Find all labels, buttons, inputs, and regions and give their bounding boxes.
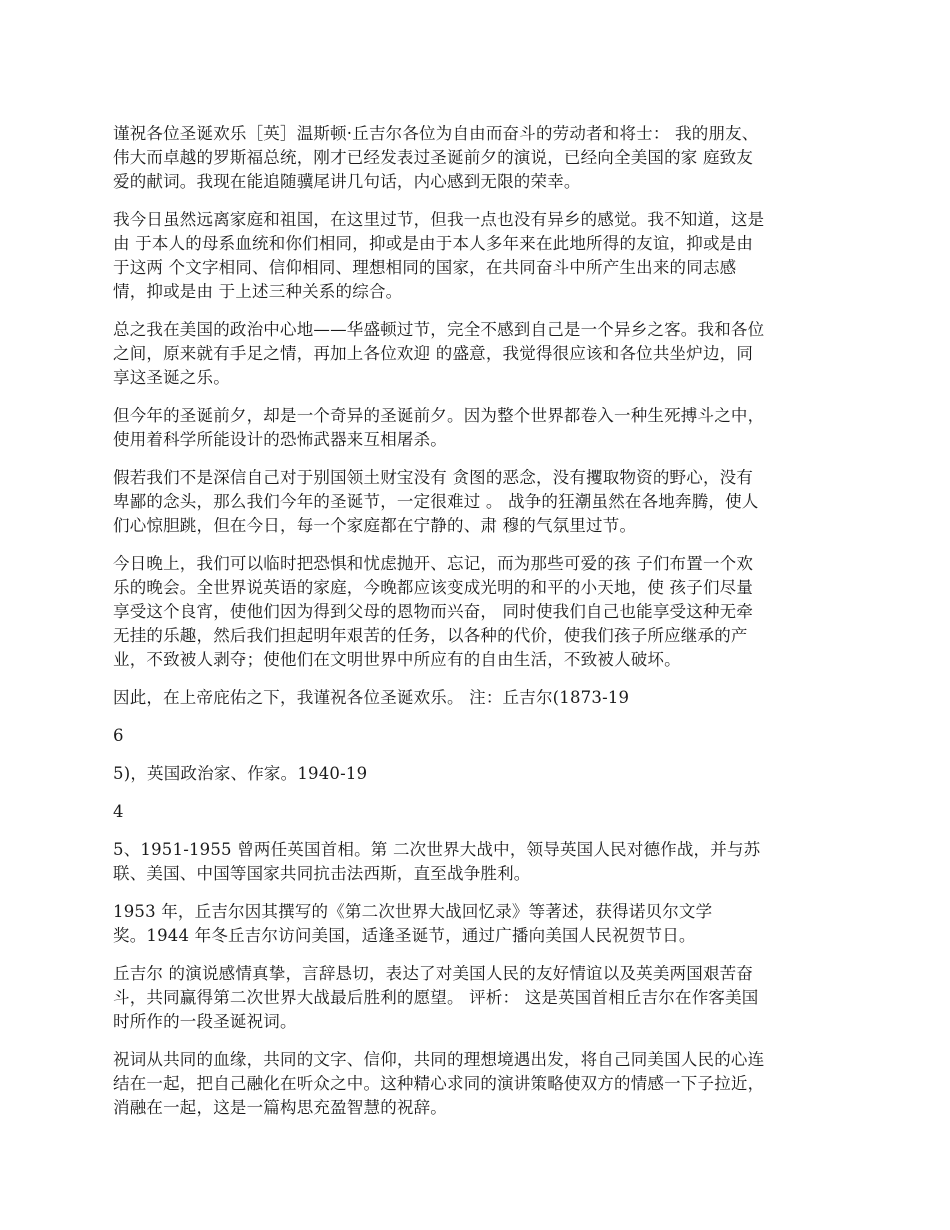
text-line: 总之我在美国的政治中心地——华盛顿过节，完全不感到自己是一个异乡之客。我和各位 [113, 320, 765, 339]
paragraph [113, 686, 841, 710]
text-line: 斗，共同赢得第二次世界大战最后胜利的愿望。 评析： 这是英国首相丘吉尔在作客美国 [113, 988, 759, 1007]
text-line: 时所作的一段圣诞祝词。 [113, 1012, 297, 1031]
paragraph [113, 122, 841, 194]
paragraph [113, 552, 841, 672]
text-line: 假若我们不是深信自己对于别国领土财宝没有 贪图的恶念，没有攫取物资的野心，没有 [113, 468, 754, 487]
paragraph [113, 466, 841, 538]
text-line: 乐的晚会。全世界说英语的家庭，今晚都应该变成光明的和平的小天地，使 孩子们尽量 [113, 578, 754, 597]
text-line: 联、美国、中国等国家共同抗击法西斯，直至战争胜利。 [113, 864, 531, 883]
text-line: 们心惊胆跳，但在今日，每一个家庭都在宁静的、肃 穆的气氛里过节。 [113, 516, 637, 535]
paragraph [113, 724, 841, 748]
document-body [113, 122, 841, 1134]
paragraph [113, 762, 841, 786]
text-line: 使用着科学所能设计的恐怖武器来互相屠杀。 [113, 430, 447, 449]
text-line: 情，抑或是由 于上述三种关系的综合。 [113, 282, 403, 301]
text-line: 由 于本人的母系血统和你们相同，抑或是由于本人多年来在此地所得的友谊，抑或是由 [113, 234, 754, 253]
text-line: 谨祝各位圣诞欢乐［英］温斯顿·丘吉尔各位为自由而奋斗的劳动者和将士： 我的朋友、 [113, 124, 759, 143]
text-line: 无挂的乐趣，然后我们担起明年艰苦的任务，以各种的代价，使我们孩子所应继承的产 [113, 626, 748, 645]
paragraph [113, 900, 841, 948]
text-line: 业，不致被人剥夺；使他们在文明世界中所应有的自由生活，不致被人破坏。 [113, 650, 681, 669]
text-line: 之间，原来就有手足之情，再加上各位欢迎 的盛意，我觉得很应该和各位共坐炉边，同 [113, 344, 754, 363]
text-line: 今日晚上，我们可以临时把恐惧和忧虑抛开、忘记，而为那些可爱的孩 子们布置一个欢 [113, 554, 754, 573]
text-line: 4 [113, 802, 124, 821]
text-line: 6 [113, 726, 124, 745]
text-line: 伟大而卓越的罗斯福总统，刚才已经发表过圣诞前夕的演说，已经向全美国的家 庭致友 [113, 148, 754, 167]
paragraph [113, 800, 841, 824]
text-line: 5)，英国政治家、作家。1940-19 [113, 764, 368, 783]
text-line: 丘吉尔 的演说感情真挚，言辞恳切，表达了对美国人民的友好情谊以及英美两国艰苦奋 [113, 964, 754, 983]
text-line: 我今日虽然远离家庭和祖国，在这里过节，但我一点也没有异乡的感觉。我不知道，这是 [113, 210, 765, 229]
text-line: 消融在一起，这是一篇构思充盈智慧的祝辞。 [113, 1098, 447, 1117]
text-line: 享这圣诞之乐。 [113, 368, 230, 387]
paragraph [113, 838, 841, 886]
text-line: 祝词从共同的血缘，共同的文字、信仰，共同的理想境遇出发，将自己同美国人民的心连 [113, 1050, 765, 1069]
paragraph [113, 208, 841, 304]
text-line: 但今年的圣诞前夕，却是一个奇异的圣诞前夕。因为整个世界都卷入一种生死搏斗之中， [113, 406, 765, 425]
text-line: 享受这个良宵，使他们因为得到父母的恩物而兴奋， 同时使我们自己也能享受这种无牵 [113, 602, 754, 621]
text-line: 爱的献词。我现在能追随骥尾讲几句话，内心感到无限的荣幸。 [113, 172, 581, 191]
text-line: 卑鄙的念头，那么我们今年的圣诞节，一定很难过 。 战争的狂潮虽然在各地奔腾，使人 [113, 492, 759, 511]
text-line: 5、1951-1955 曾两任英国首相。第 二次世界大战中，领导英国人民对德作战，并与苏 [113, 840, 761, 859]
text-line: 结在一起，把自己融化在听众之中。这种精心求同的演讲策略使双方的情感一下子拉近， [113, 1074, 765, 1093]
paragraph [113, 962, 841, 1034]
text-line: 于这两 个文字相同、信仰相同、理想相同的国家，在共同奋斗中所产生出来的同志感 [113, 258, 737, 277]
text-line: 奖。1944 年冬丘吉尔访问美国，适逢圣诞节，通过广播向美国人民祝贺节日。 [113, 926, 696, 945]
paragraph [113, 1048, 841, 1120]
text-line: 因此，在上帝庇佑之下，我谨祝各位圣诞欢乐。 注：丘吉尔(1873-19 [113, 688, 630, 707]
paragraph [113, 404, 841, 452]
paragraph [113, 318, 841, 390]
text-line: 1953 年，丘吉尔因其撰写的《第二次世界大战回忆录》等著述，获得诺贝尔文学 [113, 902, 713, 921]
